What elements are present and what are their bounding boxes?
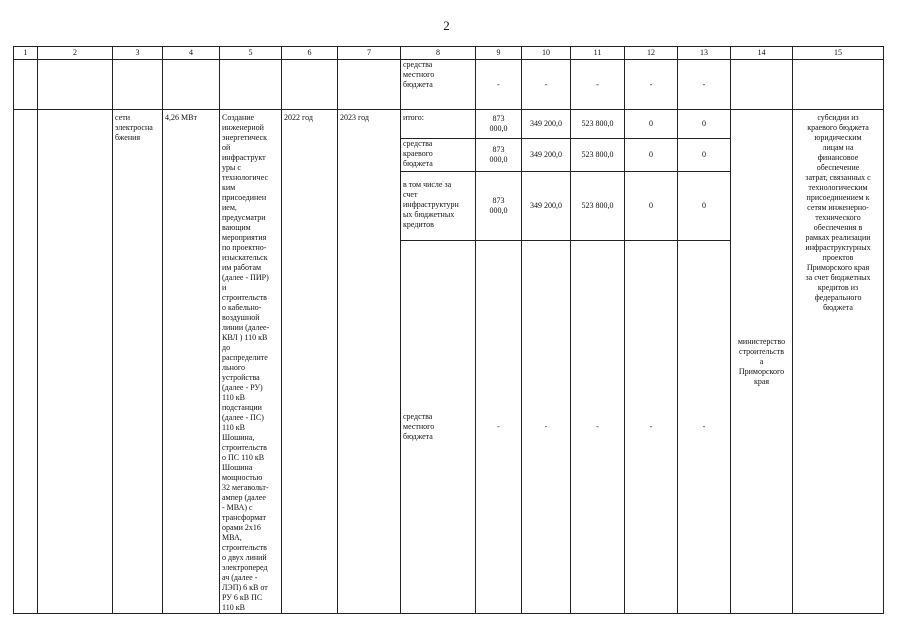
executor: министерство строительств а Приморского края xyxy=(731,110,793,614)
col-header: 9 xyxy=(476,47,522,60)
col-header: 7 xyxy=(338,47,401,60)
program-table xyxy=(13,46,884,614)
value-cell: 0 xyxy=(678,139,731,172)
col-header: 4 xyxy=(163,47,220,60)
year-start: 2022 год xyxy=(282,110,338,614)
funding-source: средства местного бюджета xyxy=(401,240,476,614)
col-header: 2 xyxy=(38,47,113,60)
value-cell: 349 200,0 xyxy=(522,139,571,172)
object-description: Создание инженерной энергетическ ой инфраструкт уры с технологичес ким присоединен ием, предусматри вающим мероприятия по проектно- изыскательск им работам (далее - ПИР) и строительств о кабельно- воздушной линии (далее- КВЛ ) 110 кВ до распределите льного устройства (далее - РУ) 110 кВ подстанции (далее - ПС) 110 кВ Шошина, строительств о ПС 110 кВ Шошина мощностью 32 мегавольт- ампер (далее - МВА) с трансформат орами 2х16 МВА, строительств о двух линий электроперед ач (далее - ЛЭП) 6 кВ от РУ 6 кВ ПС 110 кВ xyxy=(220,110,282,614)
value-cell: - xyxy=(522,240,571,614)
object-name: сети электросна бжения xyxy=(113,110,163,614)
value-cell: 349 200,0 xyxy=(522,110,571,139)
col-header: 14 xyxy=(731,47,793,60)
table-row xyxy=(14,110,884,139)
value-cell: 0 xyxy=(625,139,678,172)
column-number-row xyxy=(14,47,884,60)
col-header: 12 xyxy=(625,47,678,60)
value-cell: 349 200,0 xyxy=(522,172,571,240)
value-cell: 523 800,0 xyxy=(571,110,625,139)
table-row xyxy=(14,60,884,110)
value-cell: - xyxy=(678,240,731,614)
col-header: 6 xyxy=(282,47,338,60)
col-header: 8 xyxy=(401,47,476,60)
col-header: 10 xyxy=(522,47,571,60)
col-header: 3 xyxy=(113,47,163,60)
value-cell: - xyxy=(625,60,678,110)
col-header: 13 xyxy=(678,47,731,60)
value-cell: - xyxy=(522,60,571,110)
object-capacity: 4,26 МВт xyxy=(163,110,220,614)
value-cell: - xyxy=(571,60,625,110)
value-cell: 0 xyxy=(678,172,731,240)
value-cell: 0 xyxy=(625,110,678,139)
purpose: субсидии из краевого бюджета юридическим лицам на финансовое обеспечение затрат, связанных с технологическим присоединением к сетям инженерно- технического обеспечения в рамках реализации инфраструктурных проектов Приморского края за счет бюджетных кредитов из федерального бюджета xyxy=(793,110,884,614)
funding-source: в том числе за счет инфраструктурн ых бюджетных кредитов xyxy=(401,172,476,240)
value-cell: - xyxy=(476,240,522,614)
value-cell: 873 000,0 xyxy=(476,139,522,172)
value-cell: - xyxy=(625,240,678,614)
funding-source: средства краевого бюджета xyxy=(401,139,476,172)
value-cell: 0 xyxy=(625,172,678,240)
col-header: 15 xyxy=(793,47,884,60)
funding-source: итого: xyxy=(401,110,476,139)
value-cell: - xyxy=(678,60,731,110)
value-cell: 873 000,0 xyxy=(476,172,522,240)
value-cell: 523 800,0 xyxy=(571,172,625,240)
value-cell: 0 xyxy=(678,110,731,139)
value-cell: 873 000,0 xyxy=(476,110,522,139)
value-cell: 523 800,0 xyxy=(571,139,625,172)
funding-source: средства местного бюджета xyxy=(401,60,476,110)
year-end: 2023 год xyxy=(338,110,401,614)
col-header: 11 xyxy=(571,47,625,60)
col-header: 1 xyxy=(14,47,38,60)
value-cell: - xyxy=(571,240,625,614)
value-cell: - xyxy=(476,60,522,110)
page-number: 2 xyxy=(443,18,450,33)
col-header: 5 xyxy=(220,47,282,60)
